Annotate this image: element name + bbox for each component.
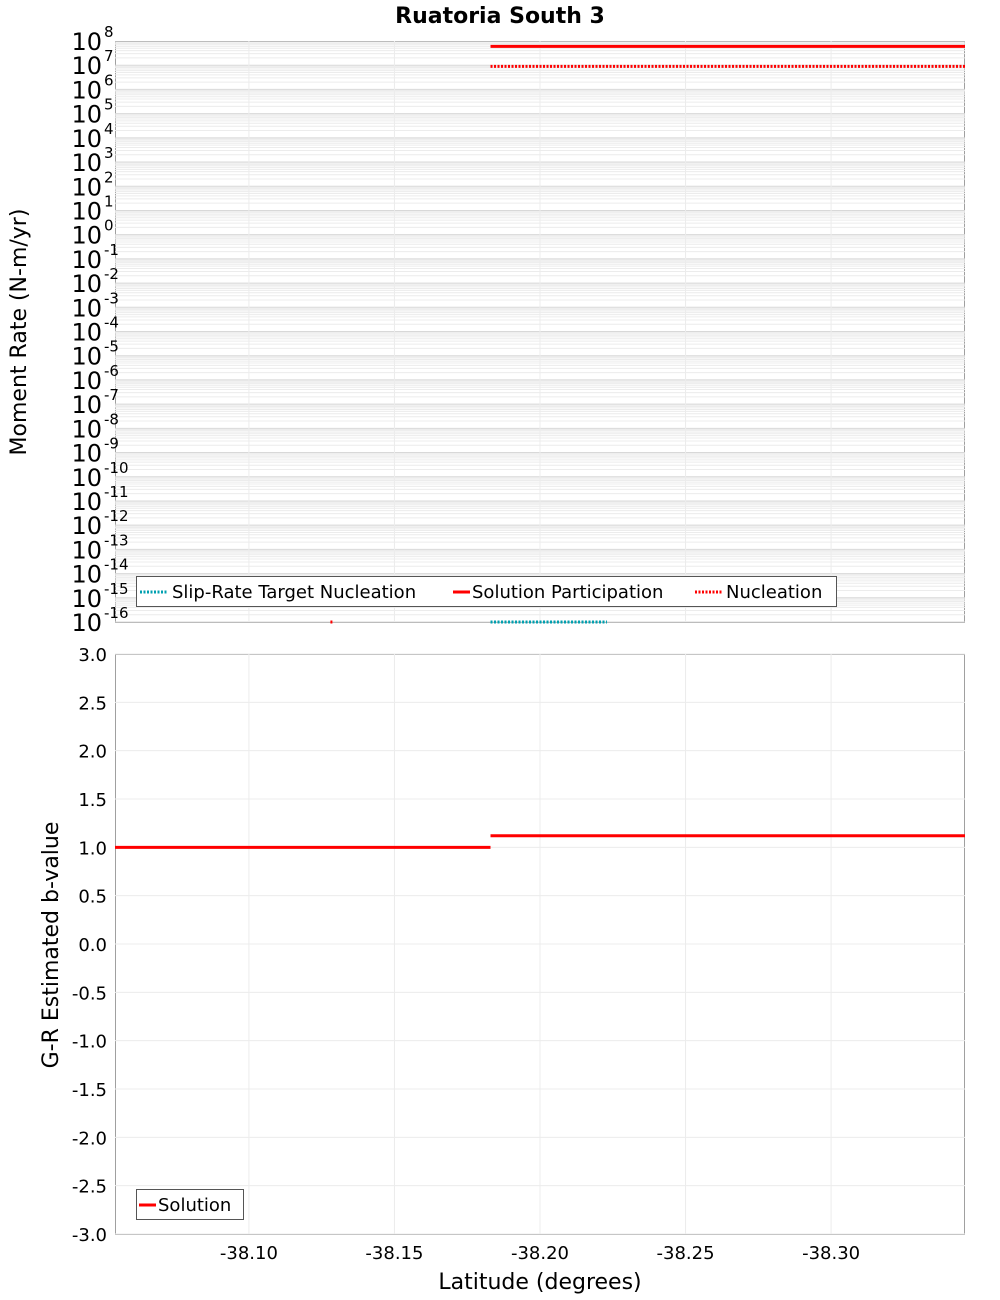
top-y-tick-exponent: -15 bbox=[104, 579, 129, 598]
top-y-tick-base: 10 bbox=[71, 391, 102, 420]
top-y-axis-label: Moment Rate (N-m/yr) bbox=[7, 208, 32, 456]
x-tick-label: -38.10 bbox=[219, 1243, 278, 1264]
bottom-y-tick-label: 1.0 bbox=[78, 838, 107, 860]
top-y-tick-exponent: -4 bbox=[104, 313, 119, 332]
top-y-tick-base: 10 bbox=[71, 270, 102, 299]
top-y-tick-base: 10 bbox=[71, 512, 102, 541]
bottom-y-ticks bbox=[72, 645, 107, 1246]
legend-label-slip-rate-target: Slip-Rate Target Nucleation bbox=[172, 582, 417, 603]
legend-label-solution: Solution bbox=[158, 1195, 232, 1216]
top-y-tick-exponent: -16 bbox=[104, 604, 129, 622]
bottom-y-tick-label: 0.5 bbox=[78, 886, 107, 908]
top-y-tick-exponent: -2 bbox=[104, 265, 119, 284]
top-y-tick-base: 10 bbox=[71, 342, 102, 371]
top-y-tick-base: 10 bbox=[71, 463, 102, 492]
bottom-y-tick-label: -0.5 bbox=[71, 983, 107, 1005]
top-y-tick-base: 10 bbox=[71, 439, 102, 468]
top-y-tick-base: 10 bbox=[71, 366, 102, 395]
bottom-y-tick-label: 0.0 bbox=[78, 935, 107, 956]
top-y-tick-base: 10 bbox=[71, 76, 102, 105]
bottom-legend bbox=[137, 1190, 244, 1220]
top-y-tick-exponent: -11 bbox=[104, 482, 129, 501]
top-legend bbox=[137, 577, 837, 607]
top-y-tick-exponent: -10 bbox=[104, 458, 129, 477]
top-y-tick-exponent: 2 bbox=[104, 168, 114, 187]
top-y-tick-exponent: -8 bbox=[104, 410, 119, 429]
bottom-y-tick-label: -2.5 bbox=[71, 1176, 107, 1198]
top-y-tick-base: 10 bbox=[71, 245, 102, 274]
x-tick-label: -38.20 bbox=[510, 1243, 570, 1264]
bottom-y-axis-label: G-R Estimated b-value bbox=[39, 821, 64, 1069]
top-panel bbox=[7, 23, 965, 637]
bottom-y-tick-label: 2.0 bbox=[78, 741, 107, 763]
x-tick-label: -38.15 bbox=[365, 1243, 424, 1264]
top-y-tick-exponent: 1 bbox=[104, 192, 114, 211]
top-y-tick-base: 10 bbox=[71, 415, 102, 444]
bottom-y-tick-label: -1.0 bbox=[71, 1031, 107, 1053]
bottom-y-tick-label: 1.5 bbox=[78, 790, 107, 811]
top-y-tick-exponent: 3 bbox=[104, 144, 114, 163]
legend-label-nucleation: Nucleation bbox=[726, 582, 823, 603]
top-y-tick-exponent: -7 bbox=[104, 386, 119, 405]
top-y-tick-base: 10 bbox=[71, 100, 102, 129]
bottom-y-tick-label: -2.0 bbox=[71, 1128, 107, 1150]
top-y-tick-exponent: 5 bbox=[104, 95, 114, 114]
x-axis-label: Latitude (degrees) bbox=[438, 1270, 642, 1295]
top-y-tick-base: 10 bbox=[71, 221, 102, 250]
top-y-tick-exponent: -13 bbox=[104, 531, 129, 550]
top-y-tick-base: 10 bbox=[71, 609, 102, 637]
top-y-tick-base: 10 bbox=[71, 536, 102, 565]
top-y-tick-base: 10 bbox=[71, 584, 102, 613]
top-y-tick-base: 10 bbox=[71, 28, 102, 56]
legend-label-solution-participation: Solution Participation bbox=[472, 582, 664, 603]
top-y-tick-base: 10 bbox=[71, 318, 102, 347]
bottom-y-tick-label: 2.5 bbox=[78, 693, 107, 715]
top-y-tick-base: 10 bbox=[71, 52, 102, 81]
top-y-tick-exponent: 4 bbox=[104, 119, 114, 138]
bottom-y-tick-label: 3.0 bbox=[78, 645, 107, 666]
top-y-tick-exponent: 7 bbox=[104, 47, 114, 66]
top-y-tick-exponent: -3 bbox=[104, 289, 119, 308]
top-y-tick-exponent: 0 bbox=[104, 216, 114, 235]
top-y-tick-exponent: -14 bbox=[104, 555, 129, 574]
top-y-tick-base: 10 bbox=[71, 173, 102, 202]
bottom-y-tick-label: -1.5 bbox=[71, 1080, 107, 1101]
top-y-tick-base: 10 bbox=[71, 560, 102, 589]
top-y-tick-exponent: 8 bbox=[104, 23, 114, 41]
chart-title: Ruatoria South 3 bbox=[395, 4, 605, 29]
x-tick-label: -38.25 bbox=[656, 1243, 715, 1264]
top-y-tick-base: 10 bbox=[71, 487, 102, 516]
top-y-tick-base: 10 bbox=[71, 149, 102, 178]
top-y-tick-base: 10 bbox=[71, 294, 102, 323]
top-y-tick-exponent: -6 bbox=[104, 361, 119, 380]
bottom-panel bbox=[39, 645, 965, 1295]
top-y-tick-exponent: -9 bbox=[104, 434, 119, 453]
top-y-tick-exponent: 6 bbox=[104, 71, 114, 90]
top-y-tick-base: 10 bbox=[71, 124, 102, 153]
top-y-tick-base: 10 bbox=[71, 197, 102, 226]
top-y-tick-exponent: -5 bbox=[104, 337, 119, 356]
x-tick-label: -38.30 bbox=[802, 1243, 861, 1264]
bottom-x-ticks bbox=[220, 1243, 860, 1264]
top-y-tick-exponent: -1 bbox=[104, 240, 119, 259]
top-y-tick-exponent: -12 bbox=[104, 507, 129, 526]
bottom-y-tick-label: -3.0 bbox=[71, 1225, 107, 1246]
